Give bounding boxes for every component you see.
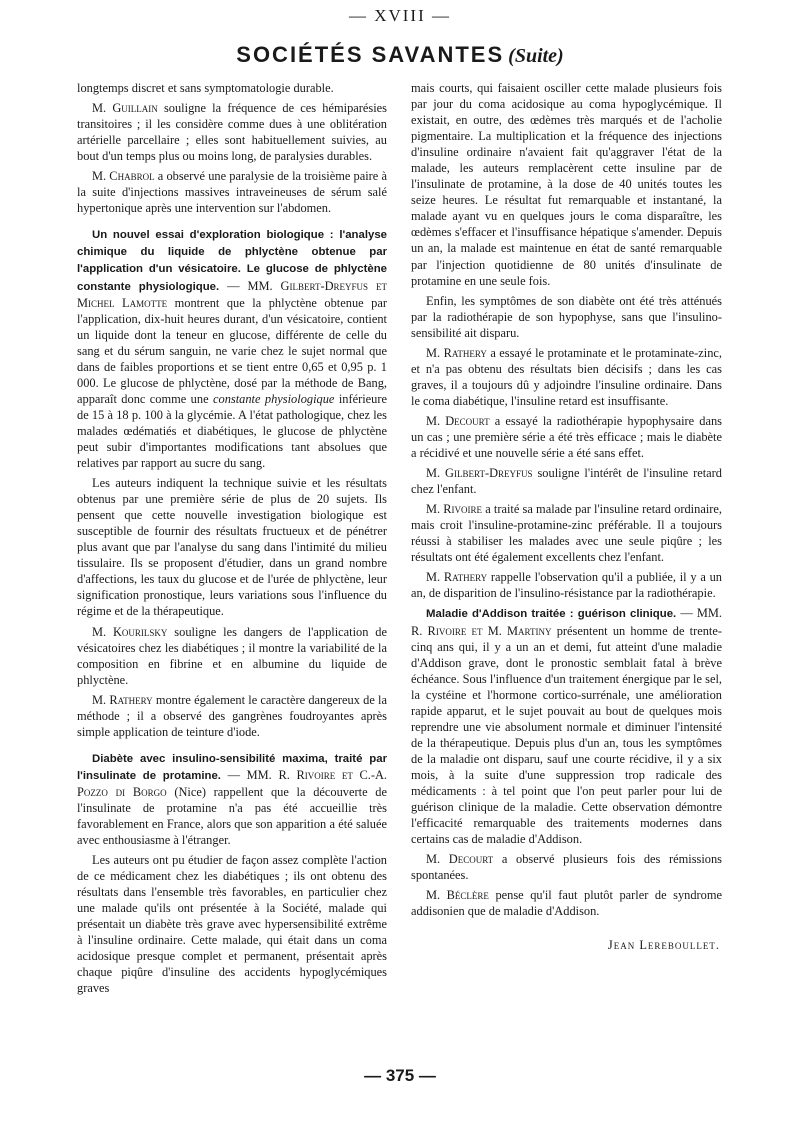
paragraph-text: (Nice) rappellent que la découverte de l'insulinate de protamine n'a pas été accueillie très favorablement en France, alors que son apparition a été saluée avec enthousiasme à l'étranger. bbox=[77, 784, 387, 848]
left-column bbox=[77, 80, 387, 1001]
paragraph bbox=[411, 569, 722, 601]
paragraph-text: montrent que la phlyctène obtenue par l'application, dix-huit heures durant, d'un vésicatoire, contient un liquide dont la teneur en glucose, différente de celle du sang et du sérum sanguin, ne varie chez le sujet normal que dans de faibles proportions et se tient entre 0,65 et 0,95 p. 1 000. Le glucose de phlyctène, dosé par la méthode de Bang, apparaît donc comme une bbox=[77, 295, 387, 406]
signature: Jean Lereboullet. bbox=[607, 938, 720, 953]
paragraph-text: inférieure de 15 à 18 p. 100 à la glycémie. A l'état pathologique, chez les malades œdématiés et diabétiques, le glucose de phlyctène peut subir d'importantes modifications tant absolues que relatives par rapport au sucre du sang. bbox=[77, 391, 387, 471]
authors-prefix: — MM. bbox=[676, 606, 722, 621]
authors-prefix: — MM. bbox=[219, 278, 281, 293]
article-authors: Gilbert-Dreyfus et Michel Lamotte bbox=[77, 278, 387, 310]
paragraph bbox=[77, 100, 387, 164]
author-name: M. Decourt bbox=[426, 852, 494, 867]
paragraph-text: a observé plusieurs fois des rémissions spontanées. bbox=[411, 852, 723, 883]
italic-term: constante physiologique bbox=[213, 391, 335, 406]
paragraph bbox=[411, 887, 722, 919]
section-title-text: SOCIÉTÉS SAVANTES bbox=[236, 42, 505, 67]
author-name: M. Decourt bbox=[426, 413, 490, 428]
paragraph: Les auteurs ont pu étudier de façon assez complète l'action de ce médicament chez les diabétiques ; ils ont obtenu des résultats dans l'ensemble très favorables, en particulier chez une malade qu'ils ont présentée à la Société, malade qui présentait un diabète très grave avec hypersensibilité extrême à l'insuline ordinaire. Cette malade, qui était dans un coma acidosique presque complet et permanent, présentait après chaque piqûre d'insuline des accidents hypoglycémiques graves bbox=[77, 853, 387, 996]
author-name: M. Gilbert-Dreyfus bbox=[426, 466, 533, 481]
paragraph-text: montre également le caractère dangereux de la méthode ; il a observé des gangrènes foudroyantes après simple application de teinture d'iode. bbox=[77, 692, 387, 739]
authors-prefix: — MM. bbox=[220, 767, 279, 782]
paragraph bbox=[411, 465, 722, 497]
author-name: M. Rivoire bbox=[426, 502, 483, 517]
paragraph: longtemps discret et sans symptomatologie durable. bbox=[77, 81, 334, 95]
paragraph-text: souligne les dangers de l'application de vésicatoires chez les diabétiques ; il montre la variabilité de la composition en fibrine et en albumine du liquide de phlyctène. bbox=[77, 624, 387, 687]
author-name: M. Rathery bbox=[92, 692, 153, 707]
article-headline: Maladie d'Addison traitée : guérison clinique. bbox=[426, 608, 677, 621]
author-name: M. Béclère bbox=[426, 888, 489, 903]
paragraph-text: souligne la fréquence de ces hémiparésies transitoires ; il les considère comme dues à une oblitération artérielle parcellaire ; elles sont habituellement suivies, au bout d'un temps plus ou moins long, de paralysies durables. bbox=[77, 101, 387, 164]
article-lead bbox=[411, 605, 722, 847]
author-name: M. Guillain bbox=[92, 101, 158, 116]
section-title bbox=[0, 42, 800, 69]
paragraph: Enfin, les symptômes de son diabète ont été très atténués par la radiothérapie de son hypophyse, sans que l'insulino-sensibilité ait disparu. bbox=[411, 293, 722, 340]
paragraph bbox=[77, 624, 387, 688]
right-column bbox=[411, 80, 722, 953]
author-name: M. Chabrol bbox=[92, 169, 155, 184]
paragraph-text: pense qu'il faut plutôt parler de syndrome addisonien que de maladie d'Addison. bbox=[411, 888, 722, 919]
article-headline: Diabète avec insulino-sensibilité maxima, traité par l'insulinate de protamine. bbox=[77, 752, 387, 782]
paragraph-text: rappelle l'observation qu'il a publiée, il y a un an, de disparition de l'insulino-résistance par la radiothérapie. bbox=[411, 570, 722, 601]
article-authors: R. Rivoire et C.-A. Pozzo di Borgo bbox=[77, 767, 388, 799]
paragraph bbox=[77, 168, 387, 216]
paragraph-text: présentent un homme de trente-cinq ans qui, il y a un an et demi, fut atteint d'une maladie d'Addison grave, dont le pronostic semblait fatal à brève échéance. Sous l'influence d'un traitement énergique par le sel, la cystéine et l'hormone cortico-surrénale, une amélioration rapide apparut, et le sujet pouvait au bout de quelques mois reprendre une vie absolument normale et diminuer l'intensité de la thérapeutique. Depuis plus d'un an, tous les symptômes de la maladie ont disparu, sauf une courte récidive, il y a six mois, à la suite d'une suppression trop radicale des médicaments : à tel point que l'on peut parler pour lui de guérison clinique de la maladie. Cette observation démontre l'efficacité remarquable des traitements modernes dans certains cas de maladie d'Addison. bbox=[411, 623, 722, 847]
author-name: M. Kourilsky bbox=[92, 624, 168, 639]
article-lead bbox=[77, 226, 387, 471]
author-name: M. Rathery bbox=[426, 345, 487, 360]
paragraph bbox=[77, 692, 387, 740]
article-lead bbox=[77, 750, 387, 848]
paragraph: mais courts, qui faisaient osciller cette malade plusieurs fois par jour du coma acidosique au coma hypoglycémique. Il existait, en outre, des œdèmes très marqués et de l'acholie pigmentaire. La multiplication et la fréquence des injections d'insuline ordinaire n'avaient fait qu'aggraver l'état de la malade, les auteurs remplacèrent cette insuline par de l'insulinate de protamine, à la dose de 40 unités toutes les seize heures. Le résultat fut remarquable et instantané, la malade ayant vu en quelques jours le coma disparaître, les œdèmes s'effacer et l'insuffisance hépatique s'amender. Depuis un an, la malade est maintenue en état de santé remarquable par l'injection quotidienne de 80 unités d'insulinate de protamine en une seule fois. bbox=[411, 81, 722, 288]
paragraph-text: a essayé le protaminate et le protaminate-zinc, et n'a pas obtenu des résultats bien décisifs ; dans les cas graves, il a toujours dû y adjoindre l'insuline ordinaire. Dans le coma diabétique, l'insuline retard est insuffisante. bbox=[411, 345, 723, 408]
paragraph: Les auteurs indiquent la technique suivie et les résultats obtenus par une première série de plus de 20 sujets. Ils pensent que cette nouvelle investigation biologique est susceptible de fournir des résultats fructueux et de pénétrer plus avant que par l'analyse du sang dans l'intimité du milieu tissulaire. Ils se proposent d'étudier, dans un grand nombre d'affections, les taux du glucose et de l'urée de phlyctène, leur signification pronostique, leurs variations sous l'influence du régime et de la thérapeutique. bbox=[77, 476, 387, 619]
running-folio: — XVIII — bbox=[348, 6, 452, 25]
paragraph bbox=[411, 413, 722, 461]
article-authors: R. Rivoire et M. Martiny bbox=[411, 623, 552, 638]
article-headline: Un nouvel essai d'exploration biologique : l'analyse chimique du liquide de phlyctène obtenue par l'application d'un vésicatoire. Le glucose de phlyctène constante physiologique. bbox=[77, 229, 387, 293]
paragraph bbox=[411, 501, 722, 565]
paragraph-text: a traité sa malade par l'insuline retard ordinaire, mais croit l'insuline-protamine-zinc préférable. Il a toujours réussi à stabiliser les malades avec une seule piqûre ; les résultats ont été également excellents chez l'enfant. bbox=[411, 502, 722, 565]
page-number: — 375 — bbox=[364, 1066, 436, 1085]
paragraph-text: a observé une paralysie de la troisième paire à la suite d'injections massives intraveineuses de sérum salé hypertonique après une intervention sur l'abdomen. bbox=[77, 169, 387, 216]
paragraph-text: souligne l'intérêt de l'insuline retard chez l'enfant. bbox=[411, 466, 723, 497]
paragraph bbox=[411, 851, 722, 883]
paragraph bbox=[411, 345, 722, 409]
author-name: M. Rathery bbox=[426, 570, 488, 585]
section-title-suffix: (Suite) bbox=[508, 45, 564, 67]
paragraph-text: a essayé la radiothérapie hypophysaire dans un cas ; une première série a été très efficace ; mais le diabète a récidivé et une nouvelle série a été sans effet. bbox=[411, 413, 722, 461]
